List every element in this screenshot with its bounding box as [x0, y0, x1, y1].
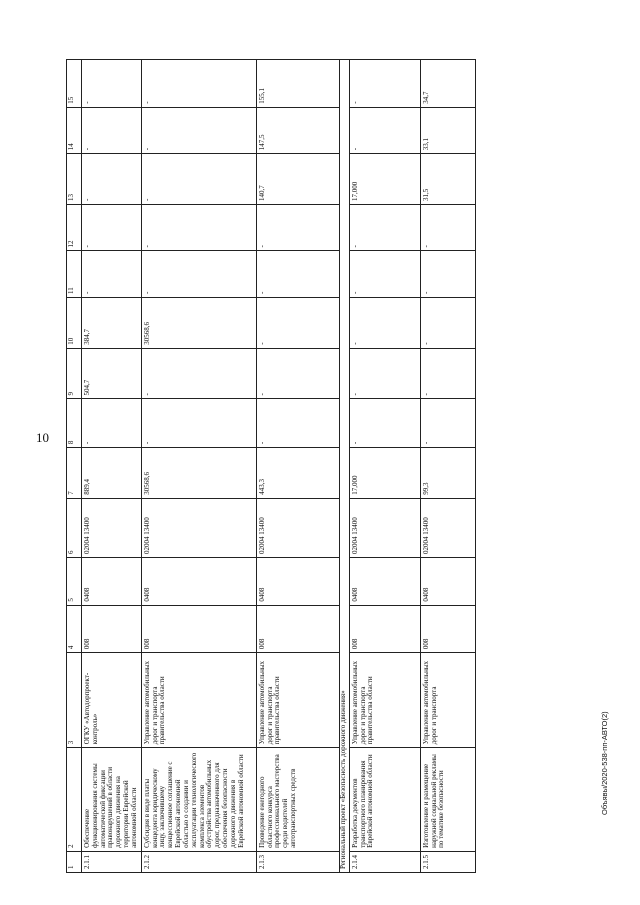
program-activities-table — [66, 59, 476, 873]
cell-value: - — [82, 107, 142, 154]
cell-value: - — [420, 297, 475, 348]
header-cell: 10 — [67, 297, 82, 348]
cell-value: - — [82, 60, 142, 108]
header-cell: 2 — [67, 748, 82, 852]
header-cell: 6 — [67, 498, 82, 557]
cell-value: 31,5 — [420, 154, 475, 205]
cell-value: - — [141, 399, 256, 448]
cell-activity: Обеспечение функционирования системы автоматической фиксации правонарушений в области дорожного движения на территории Еврейской автономной области — [82, 748, 142, 852]
cell-code: 0408 — [349, 558, 420, 606]
cell-value: - — [256, 399, 339, 448]
cell-value: - — [256, 348, 339, 399]
cell-index: 2.1.3 — [256, 851, 339, 872]
header-cell: 4 — [67, 605, 82, 653]
cell-value: - — [141, 107, 256, 154]
cell-value: - — [349, 204, 420, 251]
cell-value: - — [141, 154, 256, 205]
cell-index: 2.1.2 — [141, 851, 256, 872]
cell-value: - — [256, 204, 339, 251]
page-number: 10 — [36, 430, 49, 445]
header-cell: 8 — [67, 399, 82, 448]
header-cell: 3 — [67, 653, 82, 748]
cell-value: - — [141, 251, 256, 298]
cell-activity: Разработка документов транспортного планирования Еврейской автономной области — [349, 748, 420, 852]
cell-value: - — [141, 60, 256, 108]
cell-executor: Управление автомобильных дорог и транспорта правительства области — [256, 653, 339, 748]
cell-value: 889,4 — [82, 448, 142, 499]
cell-value: 99,3 — [420, 448, 475, 499]
cell-activity: Проведение ежегодного областного конкурса профессионального мастерства среди водителей автотранспортных средств — [256, 748, 339, 852]
header-cell: 5 — [67, 558, 82, 606]
cell-value: - — [349, 297, 420, 348]
cell-executor: ОГКУ «Автодорпроект-контроль» — [82, 653, 142, 748]
header-cell: 13 — [67, 154, 82, 205]
cell-value: 17,000 — [349, 448, 420, 499]
table-row — [256, 60, 339, 873]
cell-value: - — [349, 107, 420, 154]
cell-code: 02004 13400 — [256, 498, 339, 557]
cell-value: - — [141, 204, 256, 251]
cell-value: - — [349, 348, 420, 399]
cell-value: - — [82, 154, 142, 205]
cell-value: 33,1 — [420, 107, 475, 154]
table-row — [141, 60, 256, 873]
cell-value: - — [420, 399, 475, 448]
table-row — [82, 60, 142, 873]
header-row — [67, 60, 82, 873]
cell-value: 384,7 — [82, 297, 142, 348]
cell-value: - — [256, 251, 339, 298]
cell-executor: Управление автомобильных дорог и транспорта — [420, 653, 475, 748]
cell-code: 008 — [349, 605, 420, 653]
header-cell: 9 — [67, 348, 82, 399]
cell-value: - — [256, 297, 339, 348]
table-row — [349, 60, 420, 873]
cell-value: - — [82, 204, 142, 251]
cell-value: - — [349, 60, 420, 108]
cell-code: 02004 13400 — [82, 498, 142, 557]
header-cell: 7 — [67, 448, 82, 499]
section-title: Региональный проект «Безопасность дорожного движения» — [339, 60, 349, 873]
cell-code: 02004 13400 — [349, 498, 420, 557]
cell-executor: Управление автомобильных дорог и транспорта правительства области — [349, 653, 420, 748]
cell-value: 504,7 — [82, 348, 142, 399]
cell-code: 008 — [82, 605, 142, 653]
cell-value: - — [141, 348, 256, 399]
cell-value: - — [420, 348, 475, 399]
cell-value: 443,3 — [256, 448, 339, 499]
cell-value: 34,7 — [420, 60, 475, 108]
header-cell: 1 — [67, 851, 82, 872]
cell-value: - — [420, 204, 475, 251]
cell-index: 2.1.1 — [82, 851, 142, 872]
header-cell: 14 — [67, 107, 82, 154]
cell-value: 30568,6 — [141, 297, 256, 348]
cell-code: 0408 — [141, 558, 256, 606]
cell-value: - — [420, 251, 475, 298]
cell-value: - — [82, 399, 142, 448]
header-cell: 11 — [67, 251, 82, 298]
cell-code: 02004 13400 — [420, 498, 475, 557]
cell-activity: Субсидия в виде платы концедента юридическому лицу, заключившему концессионное соглашение с Еврейской автономной областью о создании и эксплуатации технологического комплекса элементов обустройства автомобильных дорог, предназначенного для обеспечения безопасности дорожного движения в Еврейской автономной области — [141, 748, 256, 852]
cell-value: 155,1 — [256, 60, 339, 108]
cell-index: 2.1.4 — [349, 851, 420, 872]
cell-value: 140,7 — [256, 154, 339, 205]
header-cell: 15 — [67, 60, 82, 108]
cell-activity: Изготовление и размещение наружной социальной рекламы по тематике безопасности — [420, 748, 475, 852]
cell-value: - — [82, 251, 142, 298]
cell-value: - — [349, 251, 420, 298]
cell-code: 0408 — [256, 558, 339, 606]
section-row — [339, 60, 349, 873]
cell-value: 147,5 — [256, 107, 339, 154]
cell-code: 008 — [141, 605, 256, 653]
cell-code: 0408 — [420, 558, 475, 606]
rotated-table-container — [66, 59, 588, 873]
table-row — [420, 60, 475, 873]
cell-code: 0408 — [82, 558, 142, 606]
document-id: Объявы/2020-538-пп-АВТО(2) — [600, 711, 609, 815]
cell-value: - — [349, 399, 420, 448]
cell-code: 008 — [256, 605, 339, 653]
cell-value: 17,000 — [349, 154, 420, 205]
cell-index: 2.1.5 — [420, 851, 475, 872]
cell-executor: Управление автомобильных дорог и транспорта правительства области — [141, 653, 256, 748]
cell-value: 30568,6 — [141, 448, 256, 499]
cell-code: 02004 13400 — [141, 498, 256, 557]
header-cell: 12 — [67, 204, 82, 251]
cell-code: 008 — [420, 605, 475, 653]
